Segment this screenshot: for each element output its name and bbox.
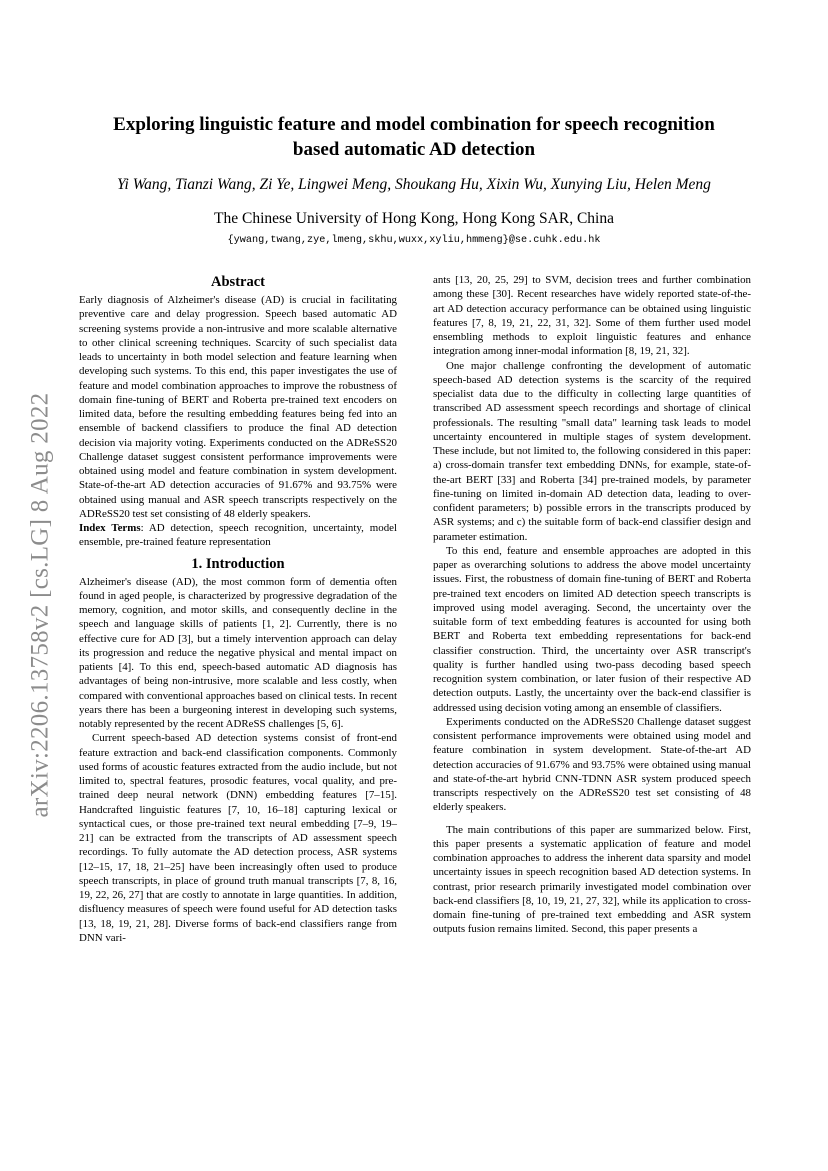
paragraph-spacer	[433, 815, 751, 823]
introduction-heading: 1. Introduction	[191, 555, 285, 572]
intro-paragraph-5: To this end, feature and ensemble approaches are adopted in this paper as overarching solutions to address the above model uncertainty issues. First, the robustness of domain fine-tuning of BERT and Roberta pre-trained text encoders on limited AD detection speech transcripts is improved using model averaging. Second, the uncertainty over the suitable form of text embedding features is accounted for using both BERT and Roberta text embedding representations for back-end classifier construction. Third, the uncertainty over ASR transcript's quality is further handled using two-pass decoding based speech recognition system combination, or later fusion of their respective AD detection outputs. Lastly, the uncertainty over the back-end classifier is addressed using decision voting among an ensemble of classifiers.	[433, 544, 751, 714]
intro-paragraph-7: The main contributions of this paper are summarized below. First, this paper presents a systematic application of feature and model combination approaches to address the inherent data sparsity and model uncertainty issues in speech recognition based AD detection systems. In contrast, prior research primarily investigated model combination over back-end classifiers [8, 10, 19, 21, 27, 32], while its application to cross-domain fine-tuning of pre-trained text embedding and ASR system outputs fusion remains limited. Second, this paper presents a	[433, 823, 751, 936]
index-terms	[79, 521, 397, 550]
left-column	[79, 273, 397, 945]
paper-title-line-1: Exploring linguistic feature and model combination for speech recognition	[113, 114, 715, 135]
author-list: Yi Wang, Tianzi Wang, Zi Ye, Lingwei Meng, Shoukang Hu, Xixin Wu, Xunying Liu, Helen Meng	[117, 176, 711, 193]
right-column	[433, 273, 751, 937]
author-emails: {ywang,twang,zye,lmeng,skhu,wuxx,xyliu,hmmeng}@se.cuhk.edu.hk	[227, 235, 601, 246]
intro-paragraph-6: Experiments conducted on the ADReSS20 Challenge dataset suggest consistent performance improvements were obtained using model and feature combination in system development. State-of-the-art AD detection accuracies of 91.67% and 93.75% were obtained using manual and state-of-the-art hybrid CNN-TDNN ASR system produced speech transcripts respectively on the ADReSS20 test set consisting of 48 elderly speakers.	[433, 715, 751, 814]
index-terms-text: : AD detection, speech recognition, uncertainty, model ensemble, pre-trained feature representation	[79, 522, 397, 549]
arxiv-identifier	[20, 365, 60, 845]
paper-title	[80, 112, 748, 162]
intro-paragraph-1: Alzheimer's disease (AD), the most common form of dementia often found in aged people, is characterized by progressive degradation of the memory, cognition, and motor skills, and consequently decline in the speech and language skills of patients [1, 2]. Currently, there is no effective cure for AD [3], but a timely intervention approach can delay its progression and reduce the negative physical and mental impact on patients [4]. To this end, speech-based automatic AD diagnosis has advantages of being non-intrusive, more scalable and less costly, when compared with conventional approaches based on clinical tests. In recent years there has been a burgeoning interest in developing such systems, notably represented by the recent ADReSS challenges [5, 6].	[79, 575, 397, 730]
abstract-heading: Abstract	[211, 274, 265, 290]
intro-paragraph-2: Current speech-based AD detection systems consist of front-end feature extraction and back-end classification components. Commonly used forms of acoustic features extracted from the audio include, but not limited to, spectral features, prosodic features, vocal quality, and pre-trained deep neural network (DNN) embedding features [7–15]. Handcrafted linguistic features [7, 10, 16–18] capturing lexical or syntactical cues, or those pre-trained text neural embedding [7–9, 19–21] can be extracted from the transcripts of AD assessment speech recordings. To fully automate the AD detection process, ASR systems [12–15, 17, 18, 21–25] have been increasingly often used to produce speech transcripts, in place of ground truth manual transcripts [7, 8, 16, 19, 22, 26, 27] that are costly to annotate in large quantities. In addition, disfluency measures of speech were found useful for AD detection tasks [13, 18, 19, 21, 28]. Diverse forms of back-end classifiers range from DNN vari-	[79, 732, 397, 944]
arxiv-identifier-text: arXiv:2206.13758v2 [cs.LG] 8 Aug 2022	[26, 392, 54, 818]
abstract-text: Early diagnosis of Alzheimer's disease (AD) is crucial in facilitating preventive care and delay progression. Speech based automatic AD screening systems provide a non-intrusive and more scalable alternative to other clinical screening techniques. Scarcity of such specialist data leads to uncertainty in both model selection and feature learning when developing such systems. To this end, this paper investigates the use of feature and model combination approaches to improve the robustness of domain fine-tuning of BERT and Roberta pre-trained text encoders on limited data, before the resulting embedding features being fed into an ensemble of backend classifiers to produce the final AD detection decision via majority voting. Experiments conducted on the ADReSS20 Challenge dataset suggest consistent performance improvements were obtained using model and feature combination in system development. State-of-the-art AD detection accuracies of 91.67% and 93.75% were obtained using manual and ASR speech transcripts respectively on the ADReSS20 test set consisting of 48 elderly speakers.	[79, 294, 397, 520]
index-terms-label: Index Terms	[79, 522, 141, 534]
affiliation: The Chinese University of Hong Kong, Hong Kong SAR, China	[214, 210, 614, 227]
intro-paragraph-4: One major challenge confronting the development of automatic speech-based AD detection systems is the scarcity of the required specialist data due to the difficulty in collecting large quantities of transcribed AD assessment speech recordings and shortage of clinical professionals. The resulting "small data" learning task leads to model uncertainty encountered in multiple stages of system development. These include, but not limited to, the following considered in this paper: a) cross-domain transfer text embedding DNNs, for example, state-of-the-art BERT [33] and Roberta [34] pre-trained models, by parameter fine-tuning on limited in-domain AD detection data, leading to over-confident parameters; b) possible errors in the transcripts produced by ASR systems; and c) the suitable form of back-end classifier design and parameter estimation.	[433, 359, 751, 543]
paper-title-line-2: based automatic AD detection	[292, 139, 536, 160]
intro-paragraph-3: ants [13, 20, 25, 29] to SVM, decision trees and further combination among these [30]. Recent researches have widely reported state-of-the-art AD detection accuracy performance can be obtained using linguistic features [7, 8, 19, 21, 22, 31, 32]. Some of them further used model ensembling methods to exploit linguistic features and enhance integration among inner-modal information [8, 19, 21, 32].	[433, 274, 751, 358]
